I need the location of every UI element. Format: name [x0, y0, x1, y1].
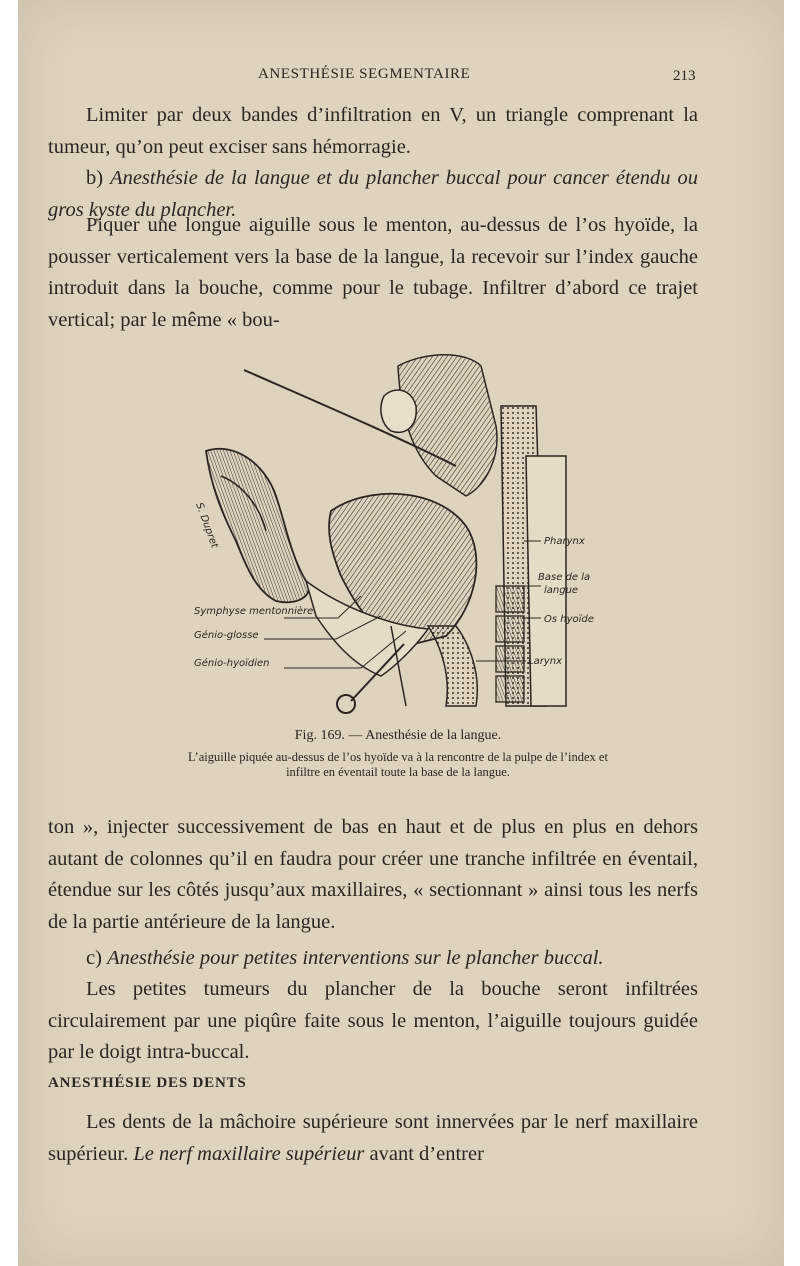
tongue-section-illustration: [166, 346, 616, 716]
label-os-hyoide: Os hyoïde: [544, 614, 594, 625]
label-genio-glosse: Génio-glosse: [194, 630, 259, 641]
subsection-b-title: Anesthésie de la langue et du plancher buccal pour cancer étendu ou gros kyste du plancher.: [48, 167, 698, 221]
section-title: ANESTHÉSIE DES DENTS: [48, 1075, 247, 1091]
page-number: 213: [673, 68, 696, 84]
label-base-langue-1: Base de la: [538, 572, 591, 583]
illustrator-signature: S. Dupret: [193, 501, 220, 550]
paragraph-small-tumours: Les petites tumeurs du plancher de la bouche seront infiltrées circulairement par une piqûre faite sous le menton, l’aiguille toujours guidée par le doigt intra-buccal.: [48, 978, 698, 1063]
paragraph-teeth-italic: Le nerf maxillaire supérieur: [133, 1142, 365, 1165]
paragraph-triangle: Limiter par deux bandes d’infiltration en V, un triangle comprenant la tumeur, qu’on peut exciser sans hémorragie.: [48, 104, 698, 158]
label-larynx: Larynx: [528, 656, 562, 667]
paragraph-fan-infiltration: ton », injecter successivement de bas en haut et de plus en plus en dehors autant de colonnes qu’il en faudra pour créer une tranche infiltrée en éventail, étendue sur les côtés jusqu’aux maxillaires, « sectionnant » ainsi tous les nerfs de la partie antérieure de la langue.: [48, 816, 698, 933]
chin-profile: [206, 449, 309, 603]
subsection-c-label: c): [86, 947, 102, 969]
larynx-shape: [428, 626, 477, 706]
subsection-c: [48, 943, 698, 975]
figure-caption: Fig. 169. — Anesthésie de la langue.: [294, 728, 502, 743]
running-title: ANESTHÉSIE SEGMENTAIRE: [258, 66, 471, 82]
page-header: [18, 66, 784, 90]
label-base-langue-2: langue: [544, 585, 579, 596]
subsection-c-title: Anesthésie pour petites interventions sur le plancher buccal.: [107, 947, 604, 969]
paragraph-teeth: [48, 1107, 698, 1170]
figure-legend: L’aiguille piquée au-dessus de l’os hyoïde va à la rencontre de la pulpe de l’index et infiltre en éventail toute la base de la langue.: [188, 750, 608, 779]
paragraph-teeth-end: avant d’entrer: [369, 1142, 484, 1165]
subsection-b-label: b): [86, 167, 104, 189]
needle-hub: [337, 695, 355, 713]
paragraph-teeth-start: Les dents de la mâchoire supérieure sont innervées par le nerf maxillaire supérieur.: [48, 1111, 698, 1165]
label-pharynx: Pharynx: [544, 536, 585, 547]
anatomical-figure: [166, 346, 616, 716]
label-genio-hyoidien: Génio-hyoïdien: [194, 658, 270, 669]
label-symphyse: Symphyse mentonnière: [194, 606, 314, 617]
paragraph-needle-procedure: Piquer une longue aiguille sous le menton, au-dessus de l’os hyoïde, la pousser verticalement vers la base de la langue, la recevoir sur l’index gauche introduit dans la bouche, comme pour le tubage. Infiltrer d’abord ce trajet vertical; par le même « bou-: [48, 214, 698, 331]
book-page: [18, 0, 784, 1266]
